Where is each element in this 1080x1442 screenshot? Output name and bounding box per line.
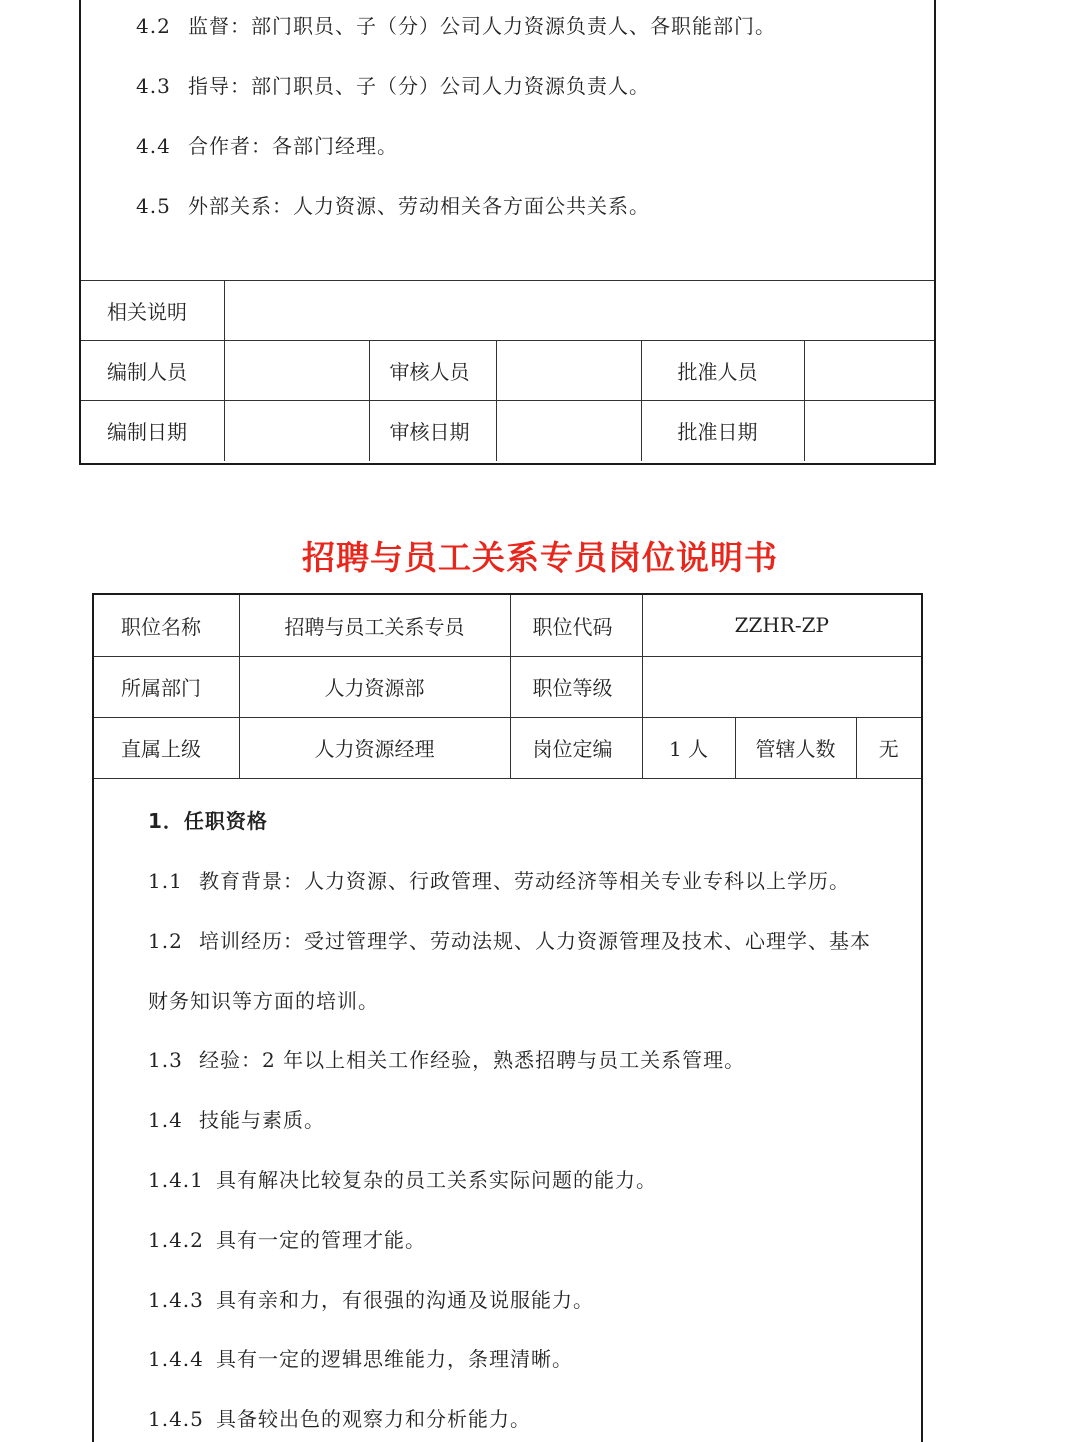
relation-item: 4.5 外部关系：人力资源、劳动相关各方面公共关系。: [136, 194, 650, 218]
position-grade-value: [642, 656, 921, 717]
position-info-table: [94, 595, 921, 779]
approver-label: 批准人员: [641, 341, 804, 401]
compiler-label: 编制人员: [81, 341, 224, 401]
relation-item: 4.4 合作者：各部门经理。: [136, 134, 398, 158]
position-row-3: [94, 717, 921, 778]
qualification-subitem: 1.4.5 具备较出色的观察力和分析能力。: [148, 1407, 531, 1431]
related-notes-row: [81, 281, 934, 341]
qualifications-heading: 1．任职资格: [148, 809, 268, 833]
qualification-subitem: 1.4.4 具有一定的逻辑思维能力，条理清晰。: [148, 1347, 573, 1371]
department-value: 人力资源部: [239, 656, 510, 717]
reviewer-label: 审核人员: [369, 341, 496, 401]
related-notes-value: [224, 281, 934, 341]
position-row-2: [94, 656, 921, 717]
qualification-subitem: 1.4.1 具有解决比较复杂的员工关系实际问题的能力。: [148, 1168, 657, 1192]
managed-count-value: 无: [856, 717, 921, 778]
relation-item: 4.2 监督：部门职员、子（分）公司人力资源负责人、各职能部门。: [136, 14, 776, 38]
compiler-value: [224, 341, 369, 401]
superior-value: 人力资源经理: [239, 717, 510, 778]
qualification-item-continued: 财务知识等方面的培训。: [148, 989, 379, 1013]
approval-footer-table: [81, 280, 934, 461]
compiler-row: [81, 341, 934, 401]
relation-item: 4.3 指导：部门职员、子（分）公司人力资源负责人。: [136, 74, 650, 98]
position-code-value: ZZHR-ZP: [642, 595, 921, 656]
compile-date-value: [224, 401, 369, 461]
approve-date-value: [804, 401, 934, 461]
position-code-label: 职位代码: [510, 595, 642, 656]
approve-date-label: 批准日期: [641, 401, 804, 461]
document-title: 招聘与员工关系专员岗位说明书: [302, 538, 778, 577]
review-date-label: 审核日期: [369, 401, 496, 461]
qualification-item: 1.4 技能与素质。: [148, 1108, 325, 1132]
qualification-subitem: 1.4.2 具有一定的管理才能。: [148, 1228, 426, 1252]
compile-date-label: 编制日期: [81, 401, 224, 461]
qualification-item: 1.2 培训经历：受过管理学、劳动法规、人力资源管理及技术、心理学、基本: [148, 929, 871, 953]
qualification-subitem: 1.4.3 具有亲和力，有很强的沟通及说服能力。: [148, 1288, 594, 1312]
qualification-item: 1.3 经验：2 年以上相关工作经验，熟悉招聘与员工关系管理。: [148, 1048, 746, 1072]
position-row-1: [94, 595, 921, 656]
position-grade-label: 职位等级: [510, 656, 642, 717]
related-notes-label: 相关说明: [81, 281, 224, 341]
position-name-label: 职位名称: [94, 595, 239, 656]
review-date-value: [496, 401, 641, 461]
headcount-label: 岗位定编: [510, 717, 642, 778]
relations-table: [79, 0, 936, 465]
department-label: 所属部门: [94, 656, 239, 717]
qualification-item: 1.1 教育背景：人力资源、行政管理、劳动经济等相关专业专科以上学历。: [148, 869, 850, 893]
reviewer-value: [496, 341, 641, 401]
managed-count-label: 管辖人数: [735, 717, 856, 778]
superior-label: 直属上级: [94, 717, 239, 778]
approver-value: [804, 341, 934, 401]
position-table: [92, 593, 923, 1442]
headcount-value: 1 人: [642, 717, 735, 778]
date-row: [81, 401, 934, 461]
position-name-value: 招聘与员工关系专员: [239, 595, 510, 656]
